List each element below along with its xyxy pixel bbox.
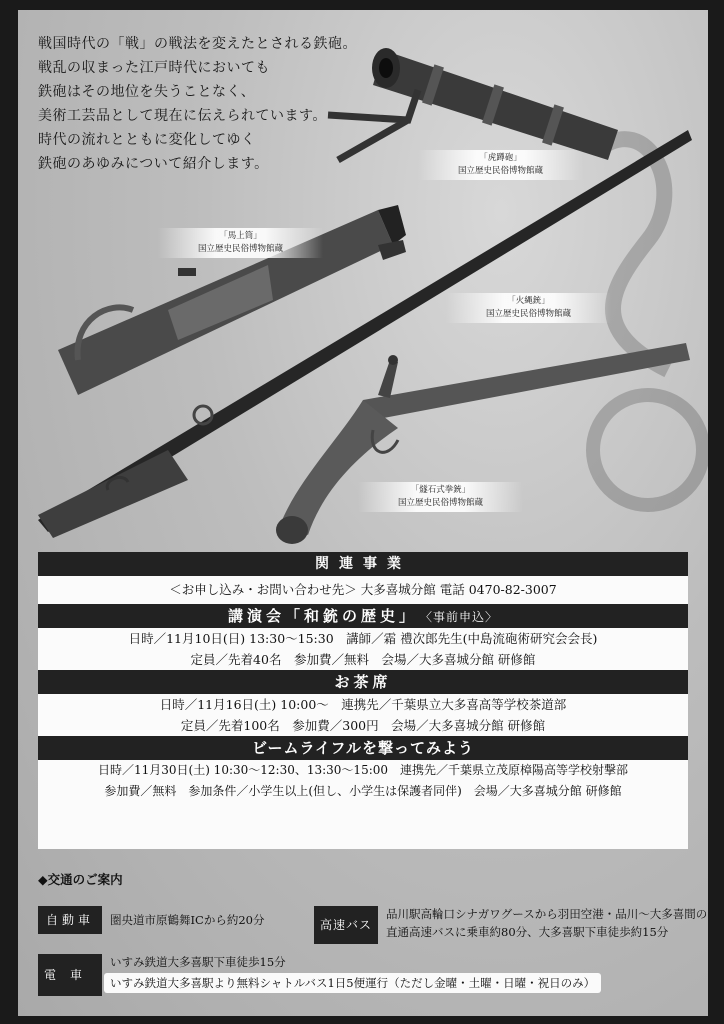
exhibit-owner: 国立歴史民俗博物館蔵 bbox=[486, 309, 572, 319]
lecture-line: 定員／先着40名 参加費／無料 会場／大多喜城分館 研修館 bbox=[190, 652, 536, 667]
exhibit-name: 「火縄銃」 bbox=[507, 296, 550, 306]
flyer-page bbox=[18, 10, 708, 1016]
gun-photos bbox=[18, 10, 708, 550]
exhibit-owner: 国立歴史民俗博物館蔵 bbox=[458, 166, 544, 176]
train-label: 電車 bbox=[38, 954, 102, 996]
car-text: 圏央道市原鶴舞ICから約20分 bbox=[110, 913, 265, 927]
caption-flintlock bbox=[358, 482, 523, 512]
related-events bbox=[38, 552, 688, 849]
lecture-line: 日時／11月10日(日) 13:30〜15:30 講師／霜 禮次郎先生(中島流砲術研究会会長) bbox=[128, 631, 598, 646]
train-line: いすみ鉄道大多喜駅下車徒歩15分 bbox=[110, 955, 286, 969]
events-header: 関連事業 bbox=[38, 552, 688, 576]
intro-line: 鉄砲はその地位を失うことなく、 bbox=[38, 84, 256, 100]
tea-line: 定員／先着100名 参加費／300円 会場／大多喜城分館 研修館 bbox=[180, 718, 546, 733]
caption-hinawaju bbox=[446, 293, 611, 323]
intro-line: 鉄砲のあゆみについて紹介します。 bbox=[38, 156, 269, 172]
rifle-header: ビームライフルを撃ってみよう bbox=[38, 736, 688, 760]
bus-label: 高速バス bbox=[314, 906, 378, 944]
flintlock-image bbox=[276, 343, 690, 544]
caption-torasonho bbox=[418, 150, 583, 180]
bus-line: 品川駅高輪口シナガワグースから羽田空港・品川〜大多喜間の bbox=[386, 907, 708, 921]
tea-header: お茶席 bbox=[38, 670, 688, 694]
car-label: 自動車 bbox=[38, 906, 102, 934]
lecture-title: 講演会「和銃の歴史」 bbox=[227, 607, 418, 625]
contact-info: ＜お申し込み・お問い合わせ先＞ 大多喜城分館 電話 0470-82-3007 bbox=[169, 582, 557, 597]
intro-line: 時代の流れとともに変化してゆく bbox=[38, 132, 256, 148]
exhibit-name: 「燧石式拳銃」 bbox=[410, 485, 471, 495]
access-title: ◆交通のご案内 bbox=[38, 872, 123, 887]
exhibit-owner: 国立歴史民俗博物館蔵 bbox=[398, 498, 484, 508]
caption-bajozutsu bbox=[158, 228, 323, 258]
exhibit-name: 「馬上筒」 bbox=[219, 231, 262, 241]
exhibit-name: 「虎蹲砲」 bbox=[479, 153, 522, 163]
intro-line: 戦国時代の「戦」の戦法を変えたとされる鉄砲。 bbox=[38, 36, 357, 52]
lecture-header bbox=[38, 604, 688, 628]
access-info bbox=[38, 870, 708, 1010]
bus-line: 直通高速バスに乗車約80分、大多喜駅下車徒歩約15分 bbox=[386, 925, 669, 939]
exhibit-owner: 国立歴史民俗博物館蔵 bbox=[198, 244, 284, 254]
shuttle-notice: いすみ鉄道大多喜駅より無料シャトルバス1日5便運行（ただし金曜・土曜・日曜・祝日のみ） bbox=[104, 973, 601, 993]
intro-line: 美術工芸品として現在に伝えられています。 bbox=[38, 108, 327, 124]
tea-line: 日時／11月16日(土) 10:00〜 連携先／千葉県立大多喜高等学校茶道部 bbox=[159, 697, 567, 712]
cannon-image bbox=[328, 48, 618, 160]
intro-line: 戦乱の収まった江戸時代においても bbox=[38, 60, 270, 76]
lecture-note: 〈事前申込〉 bbox=[426, 610, 499, 624]
rifle-line: 日時／11月30日(土) 10:30〜12:30、13:30〜15:00 連携先／千葉県立茂原樟陽高等学校射撃部 bbox=[97, 763, 629, 777]
rifle-line: 参加費／無料 参加条件／小学生以上(但し、小学生は保護者同伴) 会場／大多喜城分館 研修館 bbox=[104, 784, 622, 798]
